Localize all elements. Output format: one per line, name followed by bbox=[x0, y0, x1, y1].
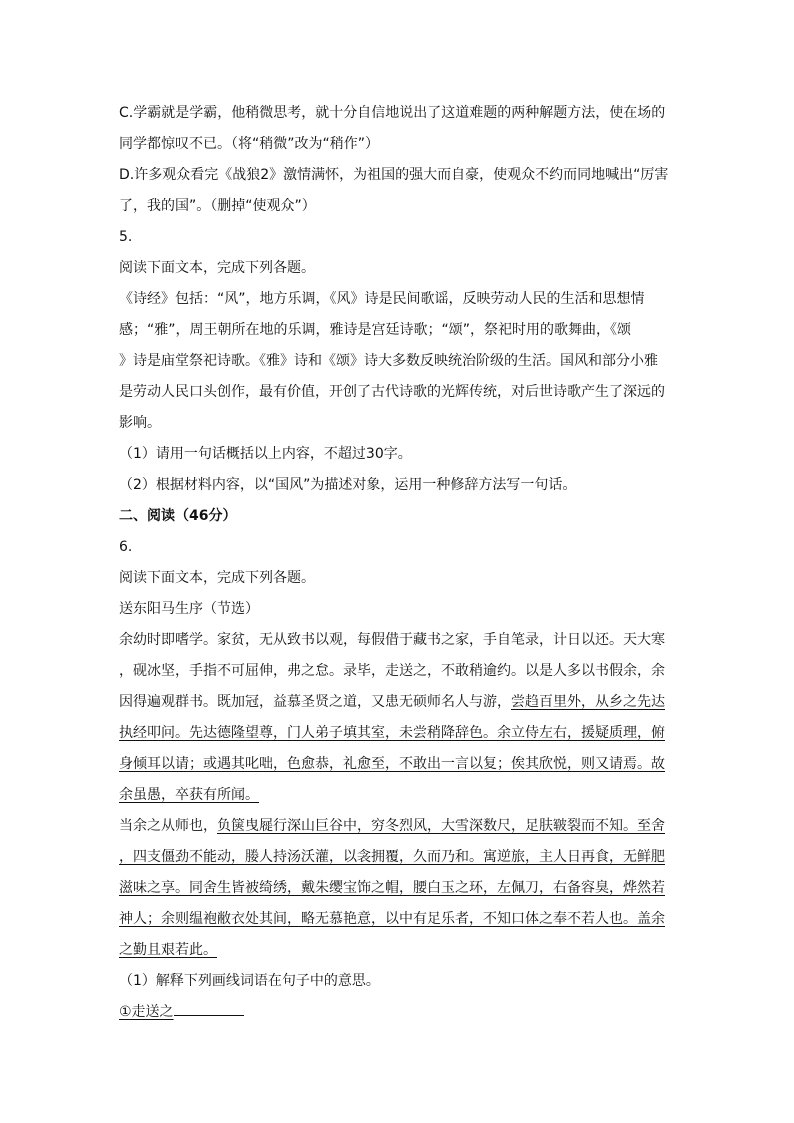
paragraph-line bbox=[119, 687, 679, 718]
underlined-line: ，四支僵劲不能动，媵人持汤沃灌，以衾拥覆，久而乃和。寓逆旅，主人日再食，无鲜肥 bbox=[119, 849, 665, 865]
question-5-instruction: 阅读下面文本，完成下列各题。 bbox=[119, 260, 315, 276]
option-d bbox=[119, 160, 679, 222]
question-5-number: 5. bbox=[119, 229, 133, 245]
paragraph-line bbox=[119, 780, 679, 811]
underlined-line: 神人；余则缊袍敝衣处其间，略无慕艳意，以中有足乐者，不知口体之奉不若人也。盖余 bbox=[119, 911, 665, 927]
passage-title: 送东阳马生序（节选） bbox=[119, 601, 259, 617]
question-5-sub-2: （2）根据材料内容，以“国风”为描述对象，运用一种修辞方法写一句话。 bbox=[119, 477, 577, 493]
underlined-text: 负箧曳屣行深山巨谷中，穷冬烈风，大雪深数尺，足肤皲裂而不知。至舍 bbox=[217, 818, 665, 834]
question-6-sub-1: （1）解释下列画线词语在句子中的意思。 bbox=[119, 973, 380, 989]
plain-text: 因得遍观群书。既加冠，益慕圣贤之道，又患无硕师名人与游， bbox=[119, 694, 511, 710]
underlined-text: 之勤且艰若此。 bbox=[119, 942, 217, 958]
paragraph-line: 余幼时即嗜学。家贫，无从致书以观，每假借于藏书之家，手自笔录，计日以还。天大寒 bbox=[119, 632, 665, 648]
question-6-instruction: 阅读下面文本，完成下列各题。 bbox=[119, 570, 315, 586]
paragraph-line bbox=[119, 935, 679, 966]
underlined-line: 执经叩问。先达德隆望尊，门人弟子填其室，未尝稍降辞色。余立侍左右，援疑质理，俯 bbox=[119, 725, 665, 741]
passage-line: 《诗经》包括：“风”，地方乐调，《风》诗是民间歌谣，反映劳动人民的生活和思想情 bbox=[119, 291, 645, 307]
underlined-line: 身倾耳以请；或遇其叱咄，色愈恭，礼愈至，不敢出一言以复；俟其欣悦，则又请焉。故 bbox=[119, 756, 665, 772]
question-5-passage bbox=[119, 284, 679, 439]
question-6-number: 6. bbox=[119, 539, 133, 555]
fill-in-item-1 bbox=[119, 997, 679, 1028]
answer-blank[interactable] bbox=[174, 997, 244, 1016]
passage-line: 感；“雅”，周王朝所在地的乐调，雅诗是宫廷诗歌；“颂”，祭祀时用的歌舞曲，《颂 bbox=[119, 322, 632, 338]
paragraph-line bbox=[119, 811, 679, 842]
passage-line: 影响。 bbox=[119, 415, 161, 431]
passage-line: 》诗是庙堂祭祀诗歌。《雅》诗和《颂》诗大多数反映统治阶级的生活。国风和部分小雅 bbox=[119, 353, 658, 369]
classical-passage-paragraph-1 bbox=[119, 625, 679, 811]
option-c-line-2: 同学都惊叹不已。（将“稍微”改为“稍作”） bbox=[119, 136, 380, 152]
underlined-text: 尝趋百里外，从乡之先达 bbox=[511, 694, 665, 710]
document-page bbox=[119, 98, 679, 1028]
question-5-sub-1: （1）请用一句话概括以上内容，不超过30字。 bbox=[119, 446, 412, 462]
underlined-text: 余虽愚，卒获有所闻。 bbox=[119, 787, 259, 803]
option-c bbox=[119, 98, 679, 160]
option-d-line-1: D.许多观众看完《战狼2》激情满怀，为祖国的强大而自豪，使观众不约而同地喊出“厉害 bbox=[119, 167, 669, 183]
classical-passage-paragraph-2 bbox=[119, 811, 679, 966]
underlined-line: 滋味之享。同舍生皆被绮绣，戴朱缨宝饰之帽，腰白玉之环，左佩刀，右备容臭，烨然若 bbox=[119, 880, 665, 896]
passage-line: 是劳动人民口头创作，最有价值，开创了古代诗歌的光辉传统，对后世诗歌产生了深远的 bbox=[119, 384, 665, 400]
section-2-heading: 二、阅读（46分） bbox=[119, 508, 237, 524]
option-c-line-1: C.学霸就是学霸，他稍微思考，就十分自信地说出了这道难题的两种解题方法，使在场的 bbox=[119, 105, 666, 121]
paragraph-line: ，砚冰坚，手指不可屈伸，弗之怠。录毕，走送之，不敢稍逾约。以是人多以书假余，余 bbox=[119, 663, 665, 679]
plain-text: 当余之从师也， bbox=[119, 818, 217, 834]
option-d-line-2: 了，我的国”。（删掉“使观众”） bbox=[119, 198, 316, 214]
item-label: ①走送之 bbox=[119, 1004, 174, 1020]
